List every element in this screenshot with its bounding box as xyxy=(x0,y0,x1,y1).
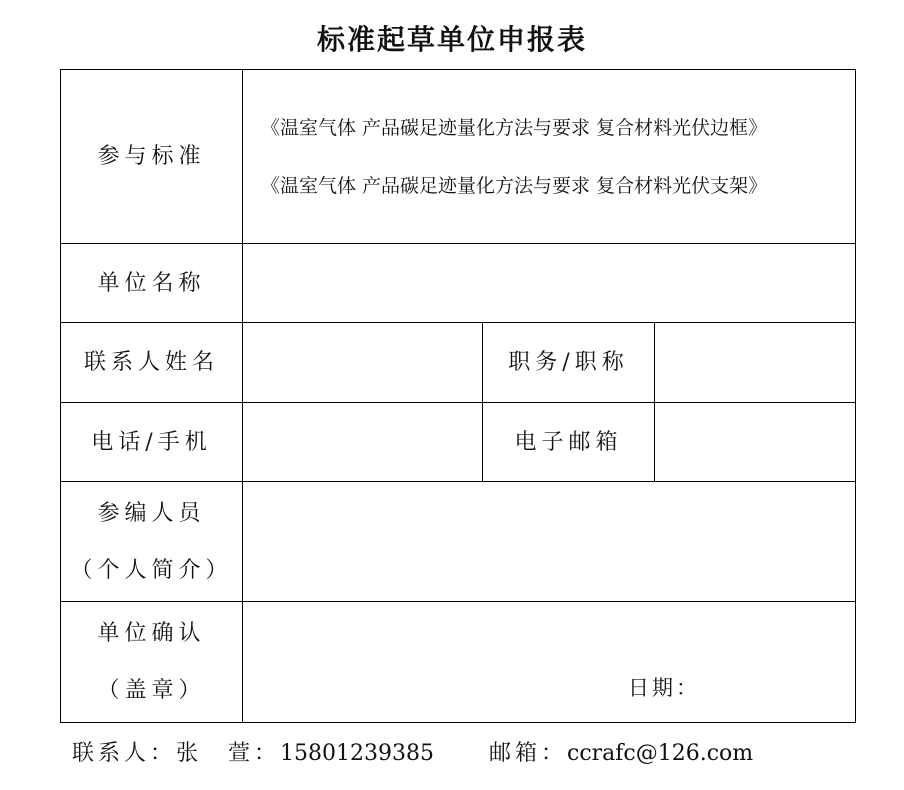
label-email: 电子邮箱 xyxy=(483,403,655,482)
label-staff: 参编人员 （个人简介） xyxy=(61,482,243,602)
contact-name-field[interactable] xyxy=(243,323,483,403)
footer-email-label: 邮箱： xyxy=(489,741,568,766)
phone-field[interactable] xyxy=(243,403,483,482)
label-phone: 电话/手机 xyxy=(61,403,243,482)
row-standard xyxy=(61,70,856,244)
date-label: 日期： xyxy=(628,676,700,700)
standard-item-2: 《温室气体 产品碳足迹量化方法与要求 复合材料光伏支架》 xyxy=(261,174,768,197)
row-confirm xyxy=(61,602,856,723)
email-field[interactable] xyxy=(655,403,856,482)
unit-name-field[interactable] xyxy=(243,244,856,323)
footer-contact-phone: 15801239385 xyxy=(280,741,434,766)
application-form-table xyxy=(60,69,856,723)
job-title-field[interactable] xyxy=(655,323,856,403)
row-contact xyxy=(61,323,856,403)
staff-field[interactable] xyxy=(243,482,856,602)
footer-contact-name: 张 萱： xyxy=(176,741,281,766)
row-staff xyxy=(61,482,856,602)
standard-list[interactable] xyxy=(243,70,856,244)
label-unit-name: 单位名称 xyxy=(61,244,243,323)
label-standard: 参与标准 xyxy=(61,70,243,244)
label-job-title: 职务/职称 xyxy=(483,323,655,403)
page-title: 标准起草单位申报表 xyxy=(316,23,587,56)
footer-contact xyxy=(72,736,753,767)
footer-email-link[interactable]: ccrafc@126.com xyxy=(567,741,754,766)
standard-item-1: 《温室气体 产品碳足迹量化方法与要求 复合材料光伏边框》 xyxy=(261,116,768,139)
label-confirm: 单位确认 （盖章） xyxy=(61,602,243,723)
confirm-field[interactable] xyxy=(243,602,856,723)
row-phone xyxy=(61,403,856,482)
row-unit-name xyxy=(61,244,856,323)
footer-contact-label: 联系人： xyxy=(72,741,177,766)
label-contact-name: 联系人姓名 xyxy=(61,323,243,403)
